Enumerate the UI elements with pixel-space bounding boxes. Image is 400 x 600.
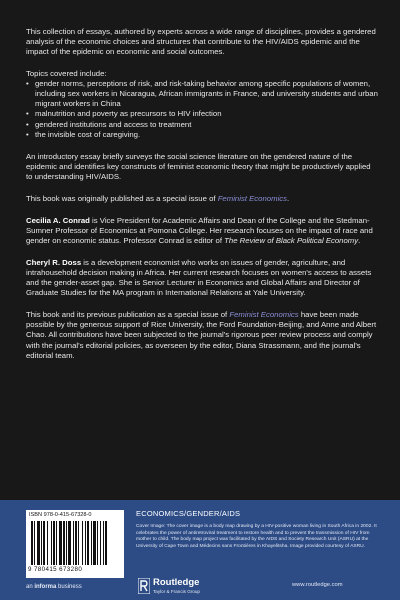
conrad-bio bbox=[26, 216, 378, 246]
blurb bbox=[26, 27, 378, 373]
isbn-label: ISBN 978-0-415-67328-0 bbox=[29, 512, 92, 518]
conrad-journal-title: The Review of Black Political Economy bbox=[224, 236, 359, 245]
original-publication-note bbox=[26, 194, 378, 204]
doss-bio bbox=[26, 258, 378, 298]
topic-item: • the invisible cost of caregiving. bbox=[26, 130, 378, 140]
informa-name: informa bbox=[34, 584, 57, 590]
funding-text: This book and its previous publication as a special issue of bbox=[26, 310, 230, 320]
journal-title: Feminist Economics bbox=[229, 310, 299, 320]
topics-list bbox=[26, 79, 378, 139]
journal-title: Feminist Economics bbox=[217, 193, 288, 203]
original-pub-text: This book was originally published as a special issue of bbox=[26, 193, 218, 203]
footer-band bbox=[0, 500, 400, 600]
author-name-doss: Cheryl R. Doss bbox=[26, 258, 82, 268]
barcode-icon bbox=[30, 521, 120, 565]
topic-item: • gender norms, perceptions of risk, and risk-taking behavior among specific populations of women, including sex workers in Nicaragua, African immigrants in France, and university students and urban migrant workers in China bbox=[26, 79, 378, 109]
topic-item: • gendered institutions and access to treatment bbox=[26, 120, 378, 130]
publisher-name: Routledge bbox=[153, 577, 200, 588]
barcode-panel bbox=[26, 510, 124, 578]
survey-paragraph: An introductory essay briefly surveys the social science literature on the gendered nature of the epidemic and identifies key constructs of feminist economic theory that might be productively applied to understanding HIV/AIDS. bbox=[26, 151, 371, 181]
barcode-digits: 9 780415 673280 bbox=[28, 566, 83, 573]
publisher-website: www.routledge.com bbox=[292, 582, 343, 588]
funding-paragraph bbox=[26, 310, 378, 360]
doss-bio-text: is a development economist who works on issues of gender, agriculture, and intrahousehold decision making in Africa. Her current research focuses on women's access to assets and the gender-asset gap. She is Senior Lecturer in Economics and Global Affairs and Director of Graduate Studies for the MA program in International Relations at Yale University. bbox=[26, 258, 372, 298]
informa-tagline: an informa business bbox=[26, 584, 82, 590]
topics-heading: Topics covered include: bbox=[26, 69, 107, 79]
original-pub-end: . bbox=[287, 193, 290, 203]
intro-paragraph: This collection of essays, authored by experts across a wide range of disciplines, provides a gendered analysis of the economic choices and structures that contribute to the HIV/AIDS epidemic and the impact of the epidemic on economic and social outcomes. bbox=[26, 27, 376, 57]
conrad-bio-text: is Vice President for Academic Affairs and Dean of the College and the Stedman-Sumner Professor of Economics at Pomona College. Her research focuses on the impact of race and gender on economic status. Professor Conrad is editor of bbox=[26, 215, 373, 245]
funding-text-end: have been made possible by the generous support of Rice University, the Ford Foundation-Beijing, and Anne and Albert Chao. All contributions have been subjected to the journal's rigorous peer review process and comply with the journal's editorial policies, as overseen by the editor, Diana Strassmann, and the journal's editorial team. bbox=[26, 310, 377, 360]
conrad-bio-end: . bbox=[358, 236, 361, 245]
subject-category: ECONOMICS/GENDER/AIDS bbox=[136, 509, 241, 518]
topic-item: • malnutrition and poverty as precursors to HIV infection bbox=[26, 109, 378, 119]
routledge-logo-icon bbox=[138, 578, 150, 594]
cover-image-credit: Cover Image: The cover image is a body map drawing by a HIV-positive woman living in South Africa in 2002. It celebrates the power of antiretroviral treatment to restore health and to prevent the transmission of HIV from mother to child. The body map project was facilitated by the AIDS and Society Research Unit (ASRU) at the University of Cape Town and Médecins sans Frontières in Khayelitsha. Image provided courtesy of ASRU. bbox=[136, 524, 377, 549]
author-name-conrad: Cecilia A. Conrad bbox=[26, 215, 90, 225]
publisher-group: Taylor & Francis Group bbox=[153, 589, 200, 594]
